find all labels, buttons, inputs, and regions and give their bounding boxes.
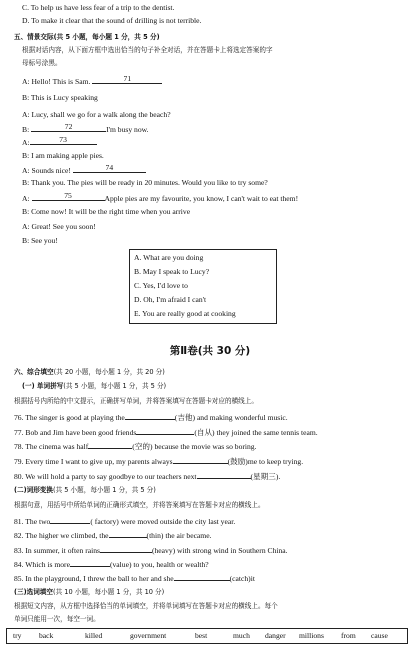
section-6-heading (14, 367, 165, 377)
section-5-title: 五、情景交际 (14, 33, 54, 41)
dialogue-line-6: B: I am making apple pies. (22, 151, 104, 160)
blank-number: 71 (123, 74, 132, 83)
question-78 (14, 440, 257, 452)
question-text: 80. We will hold a party to say goodbye to our teachers next (14, 472, 197, 481)
answer-blank-83[interactable] (100, 544, 152, 553)
question-text: 84. Which is more (14, 560, 70, 569)
question-text: (value) to you, health or wealth? (109, 560, 209, 569)
dialogue-speaker: A: (22, 194, 30, 203)
option-e: E. You are really good at cooking (134, 309, 236, 318)
blank-73[interactable] (30, 136, 97, 145)
blank-number: 75 (64, 191, 72, 200)
word-bank-item: best (195, 631, 208, 640)
dialogue-speaker: B: (22, 125, 30, 134)
dialogue-text: Apple pies are my favourite, you know, I can't wait to eat them! (104, 194, 299, 203)
sub-c-instruction: 根据短文内容，从方框中选择恰当的单词填空，并将单词填写在答题卡对应的横线上。每个 (14, 602, 278, 610)
question-text: 77. Bob and Jim have been good friends (14, 428, 137, 437)
question-text: (吉他) and making wonderful music. (174, 413, 288, 422)
answer-blank-80[interactable] (197, 470, 251, 479)
dialogue-line-12: B: See you! (22, 236, 58, 245)
blank-75[interactable] (32, 192, 105, 201)
dialogue-line-8: B: Thank you. The pies will be ready in 20 minutes. Would you like to try some? (22, 178, 268, 187)
dialogue-line-3: A: Lucy, shall we go for a walk along the beach? (22, 110, 171, 119)
part-2-title: 第Ⅱ卷(共 30 分) (169, 345, 251, 357)
sub-b-score: (共 5 小题，每小题 1 分，共 5 分) (53, 486, 156, 494)
dialogue-line-2: B: This is Lucy speaking (22, 93, 98, 102)
section-5-heading (14, 32, 160, 42)
word-bank-item: back (39, 631, 54, 640)
sub-a-title: (一) 单词拼写 (22, 382, 64, 390)
sub-b-title: (二)词形变换 (14, 486, 53, 494)
section-5-instruction-cont: 母标号涂黑。 (22, 59, 62, 67)
dialogue-text: I'm busy now. (106, 125, 149, 134)
word-bank-item: government (130, 631, 167, 640)
word-bank-item: from (341, 631, 356, 640)
question-text: (鼓励)me to keep trying. (227, 457, 304, 466)
dialogue-text: A: Hello! This is Sam. (22, 77, 91, 86)
option-d-line: D. To make it clear that the sound of drilling is not terrible. (22, 16, 202, 25)
answer-blank-78[interactable] (88, 440, 132, 449)
option-b: B. May I speak to Lucy? (134, 267, 210, 276)
question-81 (14, 515, 235, 527)
answer-blank-81[interactable] (50, 515, 90, 524)
answer-blank-85[interactable] (174, 572, 230, 581)
word-bank-item: killed (85, 631, 103, 640)
sub-a-score: (共 5 小题，每小题 1 分，共 5 分) (63, 382, 167, 390)
section-6-score: (共 20 小题，每小题 1 分，共 20 分) (53, 368, 165, 376)
word-bank-item: danger (265, 631, 286, 640)
question-text: (星期三). (250, 472, 281, 481)
question-84 (14, 558, 209, 570)
question-text: 76. The singer is good at playing the (14, 413, 125, 422)
blank-74[interactable] (73, 164, 146, 173)
word-bank-item: much (233, 631, 250, 640)
dialogue-line-11: A: Great! See you soon! (22, 222, 96, 231)
question-text: (heavy) with strong wind in Southern China. (151, 546, 288, 555)
blank-number: 73 (59, 135, 67, 144)
option-c: C. Yes, I'd love to (134, 281, 188, 290)
answer-blank-76[interactable] (125, 411, 175, 420)
answer-blank-82[interactable] (109, 529, 147, 538)
question-82 (14, 529, 211, 541)
question-79 (14, 455, 303, 467)
dialogue-line-10: B: Come now! It will be the right time when you arrive (22, 207, 191, 216)
question-80 (14, 470, 280, 482)
question-text: ( factory) were moved outside the city last year. (90, 517, 236, 526)
section-5-instruction: 根据对话内容，从下面方框中选出恰当的句子补全对话，并在答题卡上将选定答案的字 (22, 46, 273, 54)
question-text: 82. The higher we climbed, the (14, 531, 109, 540)
word-bank-item: try (13, 631, 22, 640)
sub-b-heading (14, 485, 156, 495)
question-text: 78. The cinema was half (14, 442, 89, 451)
sub-b-instruction: 根据句意，用括号中所给单词的正确形式填空，并将答案填写在答题卡对应的横线上。 (14, 501, 265, 509)
question-85 (14, 572, 255, 584)
sub-a-instruction: 根据括号内所给的中文提示，正确拼写单词，并将答案填写在答题卡对应的横线上。 (14, 397, 258, 405)
blank-71[interactable] (92, 75, 162, 84)
question-text: (thin) the air became. (146, 531, 212, 540)
answer-blank-77[interactable] (136, 426, 194, 435)
sub-c-title: (三)选词填空 (14, 588, 53, 596)
sub-a-heading (22, 381, 166, 391)
answer-blank-79[interactable] (173, 455, 228, 464)
word-bank-box (6, 628, 408, 644)
question-76 (14, 411, 288, 423)
option-c-line: C. To help us have less fear of a trip to the dentist. (22, 3, 175, 12)
question-text: 83. In summer, it often rains (14, 546, 100, 555)
question-text: (catch)it (229, 574, 255, 583)
blank-number: 72 (64, 122, 73, 131)
word-bank-item: millions (299, 631, 324, 640)
sub-c-instruction-cont: 单词只能用一次，每空一词。 (14, 615, 100, 623)
dialogue-text: A: Sounds nice! (22, 166, 71, 175)
question-83 (14, 544, 288, 556)
word-bank-item: cause (371, 631, 388, 640)
dialogue-line-9 (22, 192, 298, 204)
question-text: (自从) they joined the same tennis team. (194, 428, 318, 437)
dialogue-speaker: A: (22, 138, 30, 147)
blank-72[interactable] (31, 123, 106, 132)
question-text: (空的) because the movie was so boring. (132, 442, 257, 451)
section-6-title: 六、综合填空 (14, 368, 54, 376)
question-text: 85. In the playground, I threw the ball to her and she (14, 574, 174, 583)
sub-c-score: (共 10 小题，每小题 1 分，共 10 分) (53, 588, 165, 596)
section-5-score: (共 5 小题，每小题 1 分，共 5 分) (53, 33, 160, 41)
question-text: 81. The two (14, 517, 51, 526)
dialogue-line-1 (22, 75, 162, 87)
answer-blank-84[interactable] (70, 558, 110, 567)
option-a: A. What are you doing (134, 253, 204, 262)
question-77 (14, 426, 318, 438)
dialogue-line-7 (22, 164, 146, 176)
question-text: 79. Every time I want to give up, my parents always (14, 457, 173, 466)
dialogue-line-5 (22, 136, 97, 148)
options-box (129, 249, 277, 324)
sub-c-heading (14, 587, 164, 597)
dialogue-line-4 (22, 123, 149, 135)
option-d: D. Oh, I'm afraid I can't (134, 295, 207, 304)
blank-number: 74 (105, 163, 114, 172)
